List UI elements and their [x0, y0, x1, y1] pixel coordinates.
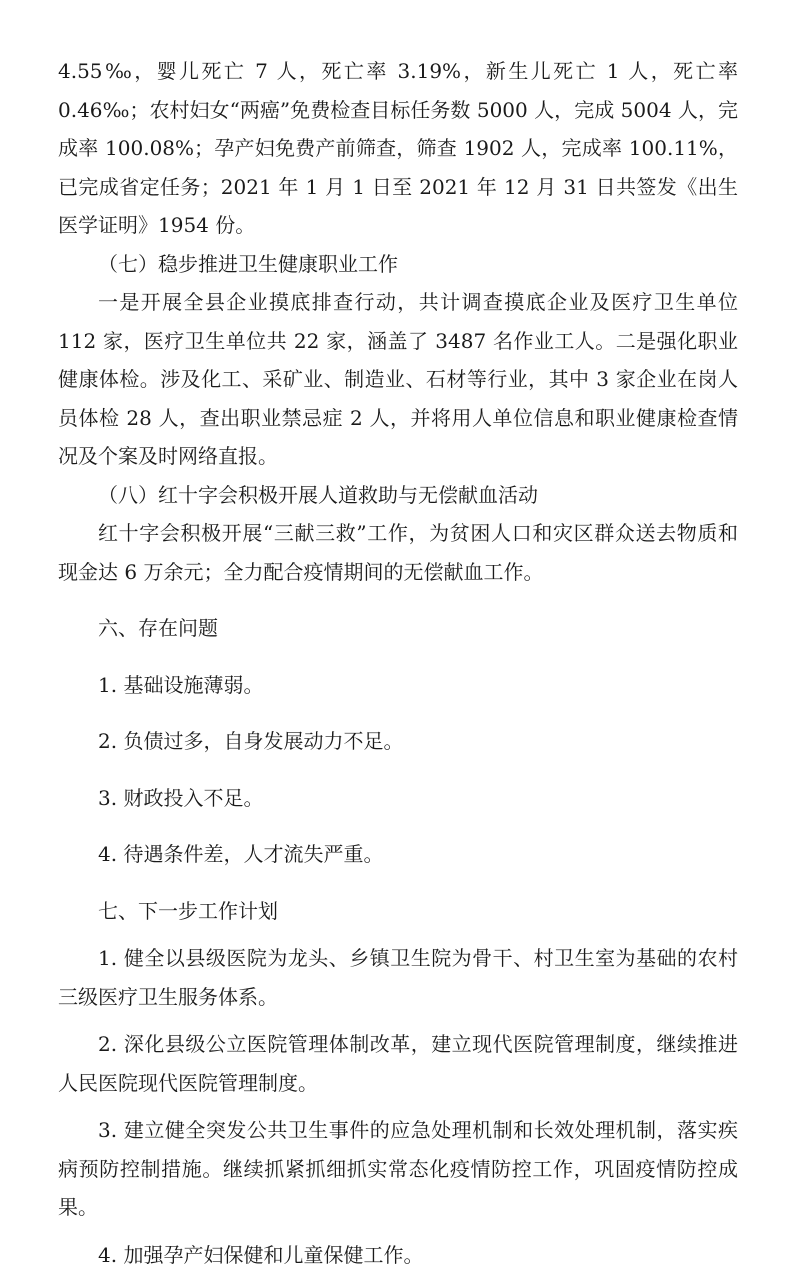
problem-item: 4. 待遇条件差，人才流失严重。 — [58, 835, 738, 874]
problem-item: 3. 财政投入不足。 — [58, 779, 738, 818]
plan-item: 2. 深化县级公立医院管理体制改革，建立现代医院管理制度，继续推进人民医院现代医院管理制度。 — [58, 1025, 738, 1102]
problem-item: 1. 基础设施薄弱。 — [58, 666, 738, 705]
document-body — [58, 52, 738, 1274]
paragraph-occupational-health: 一是开展全县企业摸底排查行动，共计调查摸底企业及医疗卫生单位 112 家，医疗卫生单位共 22 家，涵盖了 3487 名作业工人。二是强化职业健康体检。涉及化工、采矿业、制造业、石材等行业，其中 3 家企业在岗人员体检 28 人，查出职业禁忌症 2 人，并将用人单位信息和职业健康检查情况及个案及时网络直报。 — [58, 283, 738, 476]
problem-item: 2. 负债过多，自身发展动力不足。 — [58, 722, 738, 761]
plan-item: 4. 加强孕产妇保健和儿童保健工作。 — [58, 1236, 738, 1274]
section-title-next-steps: 七、下一步工作计划 — [58, 892, 738, 931]
heading-occupational-health: （七）稳步推进卫生健康职业工作 — [58, 245, 738, 284]
plan-item: 3. 建立健全突发公共卫生事件的应急处理机制和长效处理机制，落实疾病预防控制措施。继续抓紧抓细抓实常态化疫情防控工作，巩固疫情防控成果。 — [58, 1111, 738, 1227]
paragraph-maternal-child-stats: 4.55‰，婴儿死亡 7 人，死亡率 3.19%，新生儿死亡 1 人，死亡率 0.46‰；农村妇女“两癌”免费检查目标任务数 5000 人，完成 5004 人，完成率 100.08%；孕产妇免费产前筛查，筛查 1902 人，完成率 100.11%，已完成省定任务；2021 年 1 月 1 日至 2021 年 12 月 31 日共签发《出生医学证明》1954 份。 — [58, 52, 738, 245]
paragraph-red-cross: 红十字会积极开展“三献三救”工作，为贫困人口和灾区群众送去物质和现金达 6 万余元；全力配合疫情期间的无偿献血工作。 — [58, 514, 738, 591]
section-title-problems: 六、存在问题 — [58, 609, 738, 648]
heading-red-cross: （八）红十字会积极开展人道救助与无偿献血活动 — [58, 476, 738, 515]
plan-item: 1. 健全以县级医院为龙头、乡镇卫生院为骨干、村卫生室为基础的农村三级医疗卫生服务体系。 — [58, 939, 738, 1016]
